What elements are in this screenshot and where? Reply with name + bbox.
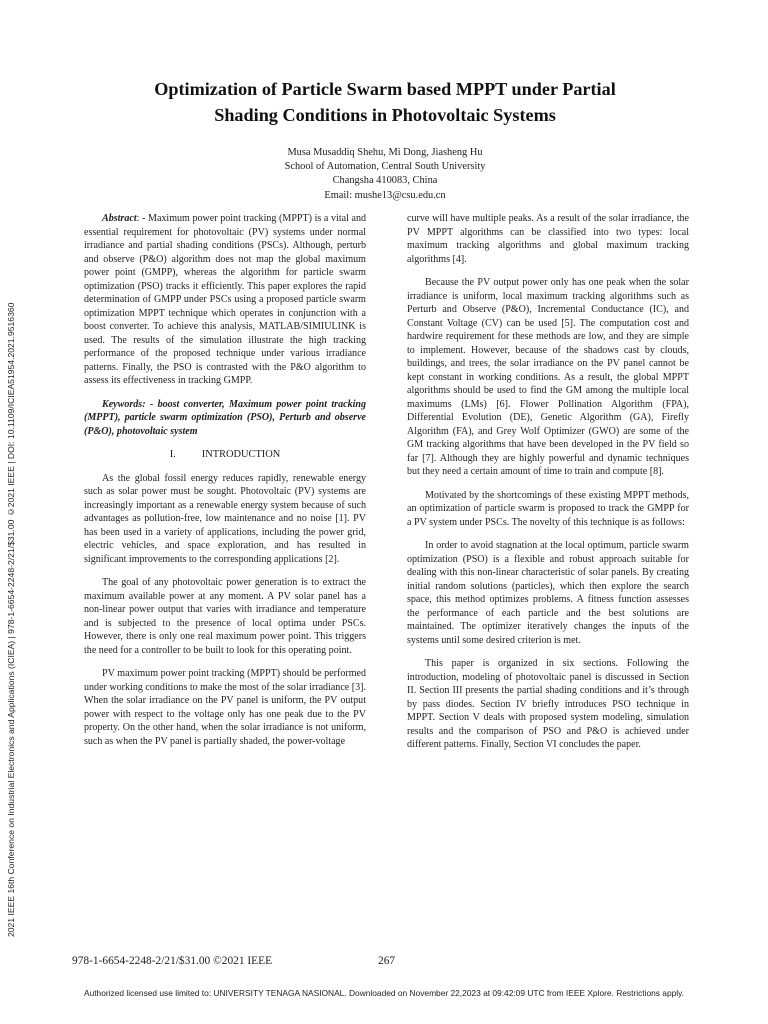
paper-title xyxy=(60,76,710,128)
body-paragraph: This paper is organized in six sections. Following the introduction, modeling of photovoltaic panel is discussed in Section II. Section III presents the partial shading conditions and it’s through by pass diodes. Section IV briefly introduces PSO technique in MPPT. Section V deals with proposed system modeling, simulation results and the comparison of PSO and P&O is achieved under different patterns. Finally, Section VI concludes the paper. xyxy=(407,658,689,750)
body-paragraph: As the global fossil energy reduces rapidly, renewable energy such as solar power must be sought. Photovoltaic (PV) systems are increasingly important as a renewable energy system because of such advantages as pollution-free, low maintenance and no noise [1]. PV has been used in a variety of applications, including the power grid, electric vehicles, and space exploration, and has resulted in significant improvements to the corresponding applications [2]. xyxy=(84,472,366,565)
author-affiliation: School of Automation, Central South University xyxy=(284,161,486,173)
keywords-paragraph: Keywords: - boost converter, Maximum power point tracking (MPPT), particle swarm optimization (PSO), Perturb and observe (P&O), photovoltaic system xyxy=(84,398,366,437)
abstract-paragraph xyxy=(84,212,366,388)
section-heading-introduction xyxy=(84,448,366,462)
body-paragraph: Motivated by the shortcomings of these existing MPPT methods, an optimization of particle swarm is proposed to track the GMPP for a PV system under PSCs. The novelty of this technique is as follows: xyxy=(407,489,689,528)
section-number: I. xyxy=(169,449,176,460)
author-email: Email: mushe13@csu.edu.cn xyxy=(324,189,446,201)
footer-license: Authorized licensed use limited to: UNIVERSITY TENAGA NASIONAL. Downloaded on November 22,2023 at 09:42:09 UTC from IEEE Xplore. Restrictions apply. xyxy=(83,988,685,998)
author-block xyxy=(160,146,610,203)
footer-isbn: 978-1-6654-2248-2/21/$31.00 ©2021 IEEE xyxy=(72,955,273,967)
footer-page-number: 267 xyxy=(378,955,396,967)
body-paragraph: curve will have multiple peaks. As a result of the solar irradiance, the PV MPPT algorithms can be classified into two types: local maximum tracking algorithms and global maximum tracking algorithms [4]. xyxy=(407,213,689,265)
body-paragraph: The goal of any photovoltaic power generation is to extract the maximum available power at any moment. A PV solar panel has a non-linear power output that varies with irradiance and temperature and is subjected to the presence of local optima under PSCs. However, there is only one real maximum power point. This triggers the need for a controller to be built to look for this operating point. xyxy=(84,577,366,656)
body-paragraph: Because the PV output power only has one peak when the solar irradiance is uniform, local maximum tracking algorithms such as Perturb and Observe (P&O), Incremental Conductance (IC), and Constant Voltage (CV) can be used [5]. The computation cost and hardwire requirement for these methods are low, and they are simple to implement. However, because of the shadows cast by clouds, buildings, and trees, the solar irradiance on the PV panel cannot be kept constant in working conditions. As a result, the global MPPT algorithms should be used to find the GM among the multiple local maximums (LMs) [6]. Flower Pollination Algorithm (FPA), Differential Evolution (DE), Genetic Algorithm (GA), Firefly Algorithm (FA), and Grey Wolf Optimizer (GWO) are some of the GM tracking algorithms that have been developed in the PV field so far [7]. Although they are highly powerful and dynamic techniques but they need a certain amount of time to train and compute [8]. xyxy=(407,277,689,477)
body-paragraph: In order to avoid stagnation at the local optimum, particle swarm optimization (PSO) is a flexible and robust approach suitable for dealing with this non-linear characteristic of solar panels. By creating initial random solutions (particles), which then explore the search space, this method optimizes problems. A fitness function assesses the performance of each particle and the best solutions are maintained. The optimizer iteratively changes the inputs of the systems until some desired criterion is met. xyxy=(407,540,689,646)
right-column xyxy=(407,212,689,762)
paper-title-line-2: Shading Conditions in Photovoltaic Systems xyxy=(214,105,556,125)
section-title: INTRODUCTION xyxy=(201,449,281,460)
body-paragraph: PV maximum power point tracking (MPPT) should be performed under working conditions to make the most of the solar irradiance [3]. When the solar irradiance on the PV panel is uniform, the PV output power with respect to the voltage only has one peak due to the PV property. On the other hand, when the solar irradiance is not uniform, such as when the PV panel is partially shaded, the power-voltage xyxy=(84,668,366,747)
author-city: Changsha 410083, China xyxy=(332,175,438,187)
left-column xyxy=(84,212,366,758)
abstract-label: Abstract xyxy=(102,213,137,224)
abstract-text: : - Maximum power point tracking (MPPT) is a vital and essential requirement for photovoltaic (PV) systems under normal irradiance and partial shading conditions (PSCs). Although, perturb and observe (P&O) algorithm does not map the global maximum power point (GMPP), whereas the algorithm for particle swarm optimization (PSO) tracks it efficiently. This paper explores the rapid determination of GMPP under PSCs using a proposed particle swarm optimization MPPT technique which operates in conjunction with a boost converter. To achieve this analysis, MATLAB/SIMIULINK is used. The results of the simulation illustrate the high tracking performance of the proposed technique under various irradiance patterns. Finally, the PSO is contrasted with the P&O algorithm to assess its effectiveness in tracking GMPP. xyxy=(84,213,366,386)
paper-title-line-1: Optimization of Particle Swarm based MPPT under Partial xyxy=(154,79,616,99)
author-names: Musa Musaddiq Shehu, Mi Dong, Jiasheng Hu xyxy=(287,147,483,158)
conference-sidebar-text: 2021 IEEE 16th Conference on Industrial Electronics and Applications (ICIEA) | 978-1-6654-2248-2/21/$31.00 ©2021 IEEE | DOI: 10.1109/ICIEA51954.2021.9516360 xyxy=(6,302,16,938)
